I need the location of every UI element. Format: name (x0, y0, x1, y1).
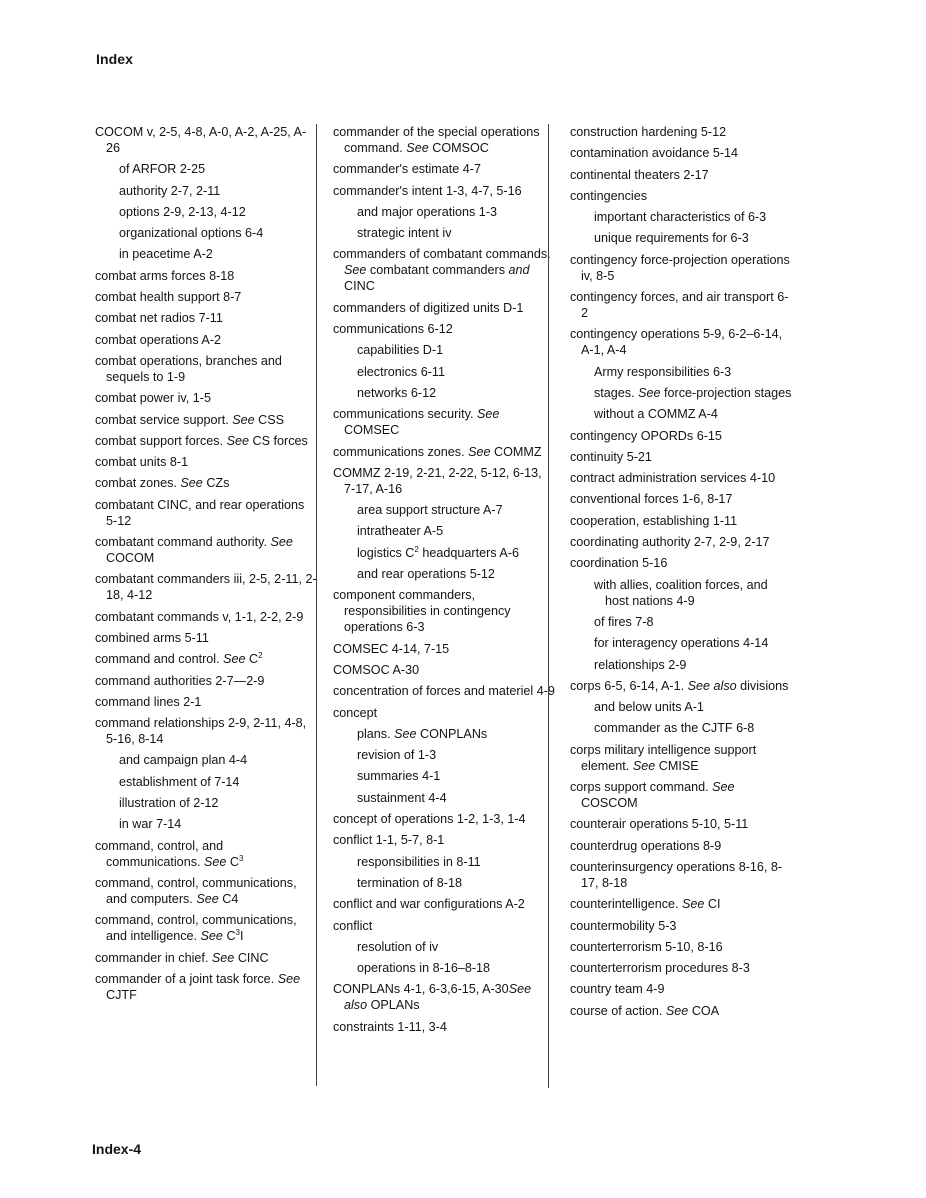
entry-text: conflict (333, 918, 373, 933)
index-subentry (333, 790, 555, 806)
entry-target: CI (704, 897, 721, 912)
index-entry (333, 124, 555, 156)
index-subentry (95, 816, 317, 832)
index-entry (570, 816, 792, 832)
index-column-3 (570, 124, 792, 1024)
index-entry (333, 1019, 555, 1035)
entry-text: commanders of digitized units D-1 (333, 300, 524, 315)
index-entry (95, 950, 317, 966)
entry-text: options 2-9, 2-13, 4-12 (119, 204, 246, 219)
entry-text: contingency OPORDs 6-15 (570, 428, 722, 443)
index-entry (333, 705, 555, 721)
entry-text: combat support forces. (95, 433, 227, 448)
index-entry (333, 811, 555, 827)
index-entry (95, 475, 317, 491)
index-entry (95, 694, 317, 710)
entry-text: country team 4-9 (570, 982, 665, 997)
entry-target: force-projection stages (660, 385, 792, 400)
entry-target: CJTF (106, 987, 137, 1002)
entry-text: electronics 6-11 (357, 364, 445, 379)
index-entry (95, 912, 317, 944)
entry-text: communications zones. (333, 444, 469, 459)
index-subentry (570, 699, 792, 715)
entry-target: CSS (254, 412, 285, 427)
entry-text: conventional forces 1-6, 8-17 (570, 492, 733, 507)
index-subentry (570, 230, 792, 246)
entry-target: C4 (218, 891, 239, 906)
entry-text: communications 6-12 (333, 322, 453, 337)
entry-text: combat operations, branches and sequels to 1-9 (95, 353, 282, 384)
entry-text: summaries 4-1 (357, 769, 441, 784)
entry-see: See (665, 1003, 689, 1018)
entry-see: See (204, 854, 227, 869)
entry-text: coordination 5-16 (570, 556, 668, 571)
entry-text: CONPLANs 4-1, 6-3,6-15, A-30 (333, 982, 509, 997)
entry-text: plans. (357, 726, 395, 741)
entry-text: contingency operations 5-9, 6-2–6-14, A-1, A-4 (570, 327, 783, 358)
entry-text: command, control, and communications. (95, 838, 224, 869)
index-subentry (333, 225, 555, 241)
entry-text: combatant commands v, 1-1, 2-2, 2-9 (95, 609, 304, 624)
index-entry (95, 673, 317, 689)
entry-text: command authorities 2-7—2-9 (95, 673, 265, 688)
entry-text: command, control, communications, and intelligence. (95, 913, 297, 944)
entry-see: See (223, 652, 246, 667)
entry-sup: 2 (414, 544, 419, 554)
entry-see: See (406, 141, 429, 155)
entry-see: See (232, 412, 255, 427)
index-subentry (333, 502, 555, 518)
index-subentry (95, 752, 317, 768)
entry-target: CMISE (655, 758, 699, 773)
entry-text: counterintelligence. (570, 897, 683, 912)
entry-see2: and (508, 263, 530, 278)
entry-text: combined arms 5-11 (95, 630, 209, 645)
index-subentry (570, 720, 792, 736)
entry-target: CONPLANs (416, 726, 488, 741)
index-subentry (570, 406, 792, 422)
entry-see: See (200, 929, 223, 944)
entry-text: illustration of 2-12 (119, 796, 219, 811)
entry-text: networks 6-12 (357, 385, 437, 400)
index-entry (570, 470, 792, 486)
index-entry (333, 300, 555, 316)
entry-target: CZs (202, 476, 230, 491)
index-entry (95, 289, 317, 305)
index-subentry (95, 183, 317, 199)
index-entry (95, 875, 317, 907)
entry-target: COMSEC (344, 423, 400, 438)
entry-text: commander of a joint task force. (95, 971, 278, 986)
index-subentry (333, 545, 555, 561)
entry-text: contingencies (570, 188, 648, 203)
entry-text: authority 2-7, 2-11 (119, 183, 221, 198)
column-divider (548, 124, 549, 1088)
entry-text: sustainment 4-4 (357, 790, 447, 805)
entry-text: without a COMMZ A-4 (594, 407, 718, 422)
entry-text: conflict and war configurations A-2 (333, 897, 525, 912)
entry-text: COMSEC 4-14, 7-15 (333, 641, 450, 656)
entry-text: and rear operations 5-12 (357, 567, 495, 582)
index-subentry (333, 939, 555, 955)
index-entry (333, 444, 555, 460)
entry-see: See (211, 950, 235, 965)
entry-text: commander's intent 1-3, 4-7, 5-16 (333, 183, 522, 198)
index-entry (333, 161, 555, 177)
index-entry (95, 353, 317, 385)
entry-see: See (712, 780, 735, 795)
index-column-1 (95, 124, 317, 1008)
entry-target2: CINC (344, 279, 375, 294)
index-subentry (95, 795, 317, 811)
index-subentry (95, 246, 317, 262)
entry-after: I (240, 929, 244, 944)
index-subentry (570, 209, 792, 225)
entry-text: combat arms forces 8-18 (95, 268, 235, 283)
entry-text: COMSOC A-30 (333, 662, 420, 677)
index-entry (570, 145, 792, 161)
entry-text: counterterrorism procedures 8-3 (570, 961, 750, 976)
index-subentry (333, 342, 555, 358)
index-entry (95, 310, 317, 326)
index-subentry (95, 204, 317, 220)
index-entry (333, 683, 555, 699)
index-entry (95, 571, 317, 603)
entry-see: See (632, 758, 656, 773)
index-entry (570, 896, 792, 912)
index-entry (95, 609, 317, 625)
entry-see: See (638, 385, 661, 400)
entry-text: corps support command. (570, 780, 713, 795)
entry-text: contingency forces, and air transport 6-2 (570, 290, 789, 321)
entry-text: combat health support 8-7 (95, 290, 242, 305)
index-entry (333, 406, 555, 438)
entry-text: counterterrorism 5-10, 8-16 (570, 939, 723, 954)
entry-target: C (222, 929, 236, 944)
entry-see: See (476, 407, 500, 422)
index-entry (570, 939, 792, 955)
index-entry (570, 960, 792, 976)
entry-text: counterdrug operations 8-9 (570, 838, 722, 853)
entry-text: and below units A-1 (594, 700, 704, 715)
index-entry (570, 252, 792, 284)
entry-text: counterinsurgency operations 8-16, 8-17, 8-18 (570, 859, 783, 890)
entry-text: combat units 8-1 (95, 455, 189, 470)
index-entry (570, 289, 792, 321)
index-entry (570, 981, 792, 997)
index-entry (333, 641, 555, 657)
entry-text: contingency force-projection operations iv, 8-5 (570, 252, 790, 283)
entry-target: COMMZ (490, 444, 542, 459)
entry-text: important characteristics of 6-3 (594, 210, 767, 225)
entry-text: command relationships 2-9, 2-11, 4-8, 5-16, 8-14 (95, 716, 307, 747)
entry-text: operations in 8-16–8-18 (357, 961, 491, 976)
index-subentry (95, 225, 317, 241)
entry-text: commander of the special operations command. (333, 125, 540, 155)
entry-target: COMSOC (428, 141, 489, 155)
index-entry (333, 246, 555, 294)
column-divider (316, 124, 317, 1086)
entry-see: See also (687, 678, 737, 693)
entry-text: combatant CINC, and rear operations 5-12 (95, 497, 305, 528)
entry-text: corps 6-5, 6-14, A-1. (570, 678, 688, 693)
entry-target: divisions (736, 678, 789, 693)
index-entry (95, 454, 317, 470)
index-entry (570, 779, 792, 811)
entry-text: commanders of combatant commands. (333, 247, 551, 262)
entry-text: of ARFOR 2-25 (119, 162, 206, 177)
entry-sup: 3 (235, 928, 240, 938)
index-entry (570, 167, 792, 183)
entry-text: Army responsibilities 6-3 (594, 364, 732, 379)
entry-text: capabilities D-1 (357, 343, 444, 358)
entry-text: relationships 2-9 (594, 657, 687, 672)
index-entry (570, 188, 792, 204)
entry-text: combat power iv, 1-5 (95, 391, 211, 406)
entry-see: See also (344, 982, 532, 1013)
entry-target: OPLANs (367, 998, 420, 1013)
entry-target: CINC (234, 950, 269, 965)
entry-text: course of action. (570, 1003, 666, 1018)
entry-text: stages. (594, 385, 639, 400)
index-entry (333, 918, 555, 934)
entry-sup: 3 (239, 853, 244, 863)
index-entry (570, 124, 792, 140)
page-number: Index-4 (92, 1141, 142, 1157)
index-entry (570, 449, 792, 465)
entry-text: combat operations A-2 (95, 332, 222, 347)
entry-text: concentration of forces and materiel 4-9 (333, 684, 555, 699)
entry-target: CS forces (249, 433, 308, 448)
index-entry (95, 971, 317, 1003)
index-entry (570, 1003, 792, 1019)
entry-text: combatant command authority. (95, 535, 271, 550)
entry-text: commander in chief. (95, 950, 212, 965)
entry-text: countermobility 5-3 (570, 918, 677, 933)
index-column-2 (333, 124, 555, 1040)
entry-see: See (226, 433, 250, 448)
index-entry (95, 534, 317, 566)
entry-text: for interagency operations 4-14 (594, 636, 769, 651)
index-subentry (333, 875, 555, 891)
index-entry (95, 268, 317, 284)
entry-see: See (270, 535, 293, 550)
entry-text: combat zones. (95, 476, 181, 491)
entry-text: in war 7-14 (119, 817, 182, 832)
entry-see: See (344, 263, 367, 278)
index-entry (95, 630, 317, 646)
index-subentry (570, 657, 792, 673)
entry-text: continental theaters 2-17 (570, 167, 709, 182)
index-entry (95, 390, 317, 406)
index-entry (333, 465, 555, 497)
entry-text: coordinating authority 2-7, 2-9, 2-17 (570, 535, 770, 550)
index-entry (95, 332, 317, 348)
entry-text: establishment of 7-14 (119, 774, 240, 789)
index-subentry (570, 385, 792, 401)
index-subentry (570, 364, 792, 380)
entry-text: organizational options 6-4 (119, 226, 264, 241)
entry-text: COCOM v, 2-5, 4-8, A-0, A-2, A-25, A-26 (95, 125, 307, 155)
entry-text: concept of operations 1-2, 1-3, 1-4 (333, 812, 526, 827)
index-subentry (333, 854, 555, 870)
index-subentry (570, 635, 792, 651)
entry-target: COA (688, 1003, 720, 1018)
entry-text: in peacetime A-2 (119, 247, 213, 262)
index-entry (95, 412, 317, 428)
entry-text: intratheater A-5 (357, 524, 444, 539)
index-entry (95, 497, 317, 529)
entry-text: command and control. (95, 652, 224, 667)
entry-text: and campaign plan 4-4 (119, 753, 248, 768)
entry-text: cooperation, establishing 1-11 (570, 513, 738, 528)
index-entry (95, 433, 317, 449)
entry-text: corps military intelligence support element. (570, 742, 757, 773)
index-entry (333, 183, 555, 199)
page-header-title: Index (96, 51, 134, 67)
entry-text: conflict 1-1, 5-7, 8-1 (333, 833, 445, 848)
entry-target: COSCOM (581, 796, 638, 811)
entry-target: C (245, 652, 259, 667)
index-entry (570, 491, 792, 507)
entry-text: construction hardening 5-12 (570, 125, 727, 139)
index-entry (333, 896, 555, 912)
entry-text: component commanders, responsibilities in contingency operations 6-3 (333, 588, 511, 635)
entry-text: resolution of iv (357, 939, 439, 954)
entry-text: contamination avoidance 5-14 (570, 146, 739, 161)
index-entry (95, 838, 317, 870)
entry-text: command lines 2-1 (95, 694, 202, 709)
index-subentry (95, 774, 317, 790)
index-entry (570, 742, 792, 774)
index-subentry (95, 161, 317, 177)
entry-text: concept (333, 705, 378, 720)
entry-text: counterair operations 5-10, 5-11 (570, 817, 749, 832)
index-entry (570, 513, 792, 529)
index-entry (570, 555, 792, 571)
index-subentry (333, 364, 555, 380)
entry-text: commander as the CJTF 6-8 (594, 721, 755, 736)
index-entry (333, 321, 555, 337)
index-entry (95, 124, 317, 156)
index-subentry (570, 577, 792, 609)
entry-text: logistics C (357, 545, 415, 560)
entry-text: revision of 1-3 (357, 748, 437, 763)
index-subentry (570, 614, 792, 630)
entry-text: command, control, communications, and computers. (95, 875, 297, 906)
entry-text: area support structure A-7 (357, 503, 503, 518)
entry-text: continuity 5-21 (570, 449, 652, 464)
index-entry (570, 918, 792, 934)
index-subentry (333, 960, 555, 976)
index-entry (570, 678, 792, 694)
index-subentry (333, 204, 555, 220)
entry-text: contract administration services 4-10 (570, 471, 776, 486)
entry-text: strategic intent iv (357, 226, 452, 241)
entry-see: See (682, 897, 705, 912)
index-entry (333, 662, 555, 678)
index-entry (570, 326, 792, 358)
entry-target: C (226, 854, 240, 869)
entry-text: combat service support. (95, 412, 233, 427)
entry-text: constraints 1-11, 3-4 (333, 1019, 447, 1034)
entry-text: COMMZ 2-19, 2-21, 2-22, 5-12, 6-13, 7-17, A-16 (333, 465, 542, 496)
entry-text: communications security. (333, 407, 477, 422)
entry-see: See (196, 891, 219, 906)
entry-text: combatant commanders iii, 2-5, 2-11, 2-18, 4-12 (95, 572, 317, 603)
index-entry (570, 838, 792, 854)
index-subentry (333, 747, 555, 763)
index-entry (333, 981, 555, 1013)
entry-target: combatant commanders (366, 263, 509, 278)
index-entry (333, 832, 555, 848)
entry-see: See (277, 971, 301, 986)
entry-text: combat net radios 7-11 (95, 311, 223, 326)
entry-after: headquarters A-6 (418, 545, 519, 560)
index-subentry (333, 385, 555, 401)
index-entry (333, 587, 555, 635)
index-subentry (333, 726, 555, 742)
index-entry (570, 859, 792, 891)
entry-text: commander's estimate 4-7 (333, 162, 481, 177)
entry-target: COCOM (106, 551, 155, 566)
entry-text: of fires 7-8 (594, 614, 654, 629)
entry-see: See (180, 476, 203, 491)
index-subentry (333, 523, 555, 539)
entry-text: termination of 8-18 (357, 875, 463, 890)
index-subentry (333, 768, 555, 784)
entry-text: and major operations 1-3 (357, 204, 498, 219)
index-entry (95, 651, 317, 667)
entry-see: See (468, 444, 491, 459)
entry-sup: 2 (258, 651, 263, 661)
entry-see: See (394, 726, 417, 741)
index-subentry (333, 566, 555, 582)
entry-text: unique requirements for 6-3 (594, 231, 749, 246)
index-entry (95, 715, 317, 747)
entry-text: responsibilities in 8-11 (357, 854, 481, 869)
index-entry (570, 428, 792, 444)
entry-text: with allies, coalition forces, and host nations 4-9 (594, 577, 768, 608)
index-entry (570, 534, 792, 550)
